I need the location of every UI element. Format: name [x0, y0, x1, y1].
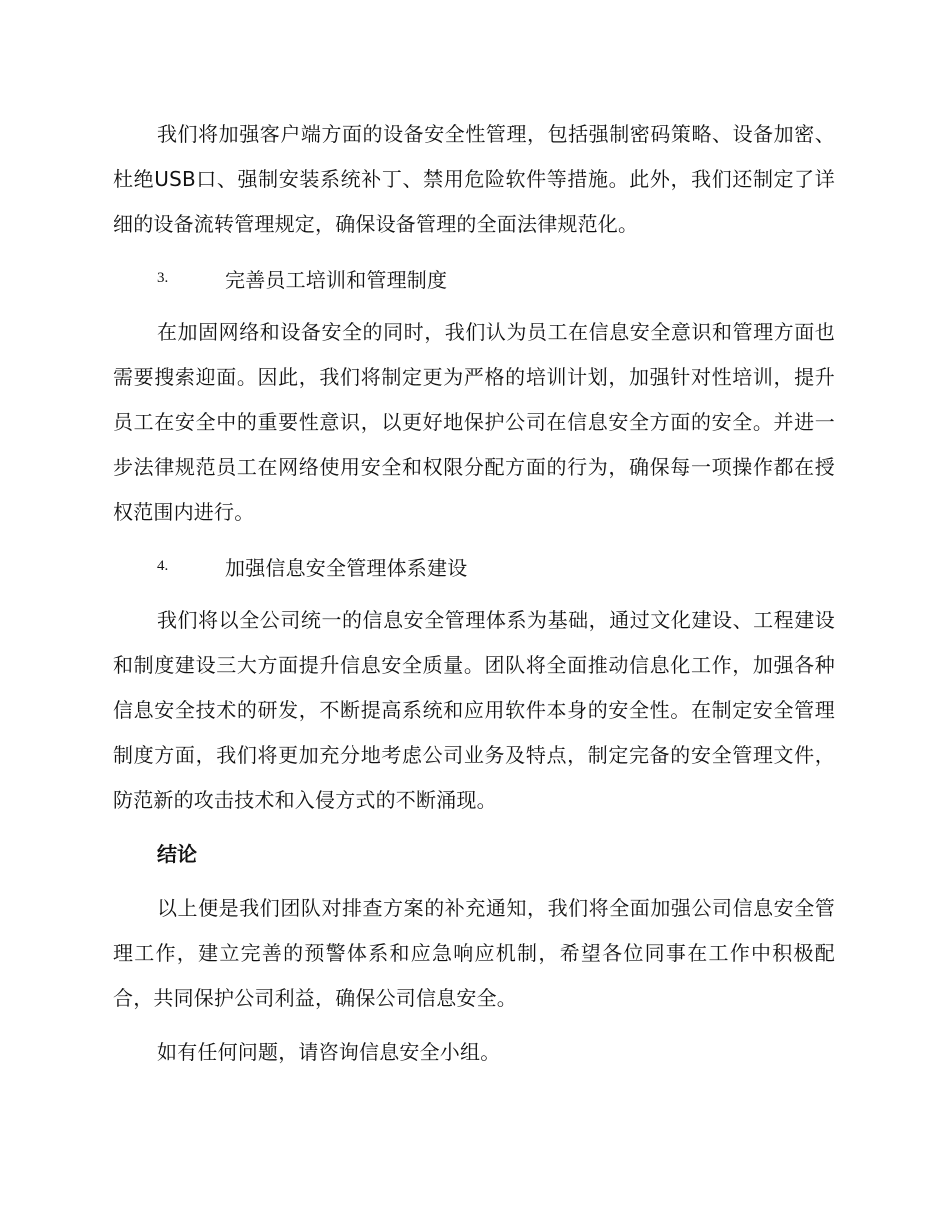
paragraph-conclusion: 以上便是我们团队对排查方案的补充通知，我们将全面加强公司信息安全管理工作，建立完善的预警体系和应急响应机制，希望各位同事在工作中积极配合，共同保护公司利益，确保公司信息安全。	[113, 896, 835, 1010]
section-number: 4.	[157, 558, 169, 574]
paragraph-staff-training: 在加固网络和设备安全的同时，我们认为员工在信息安全意识和管理方面也需要搜索迎面。因此，我们将制定更为严格的培训计划，加强针对性培训，提升员工在安全中的重要性意识，以更好地保护公司在信息安全方面的安全。并进一步法律规范员工在网络使用安全和权限分配方面的行为，确保每一项操作都在授权范围内进行。	[113, 320, 835, 524]
paragraph-management-system: 我们将以全公司统一的信息安全管理体系为基础，通过文化建设、工程建设和制度建设三大方面提升信息安全质量。团队将全面推动信息化工作，加强各种信息安全技术的研发，不断提高系统和应用软件本身的安全性。在制定安全管理制度方面，我们将更加充分地考虑公司业务及特点，制定完备的安全管理文件，防范新的攻击技术和入侵方式的不断涌现。	[113, 608, 835, 812]
section-number: 3.	[157, 270, 169, 286]
paragraph-contact: 如有任何问题，请咨询信息安全小组。	[157, 1040, 501, 1064]
section-heading-4	[113, 544, 835, 589]
paragraph-device-security: 我们将加强客户端方面的设备安全性管理，包括强制密码策略、设备加密、杜绝USB口、强制安装系统补丁、禁用危险软件等措施。此外，我们还制定了详细的设备流转管理规定，确保设备管理的全面法律规范化。	[113, 122, 835, 236]
document-page	[113, 112, 835, 1075]
conclusion-heading: 结论	[157, 842, 197, 866]
section-title: 加强信息安全管理体系建设	[225, 556, 468, 580]
section-heading-3	[113, 256, 835, 301]
section-title: 完善员工培训和管理制度	[225, 268, 448, 292]
